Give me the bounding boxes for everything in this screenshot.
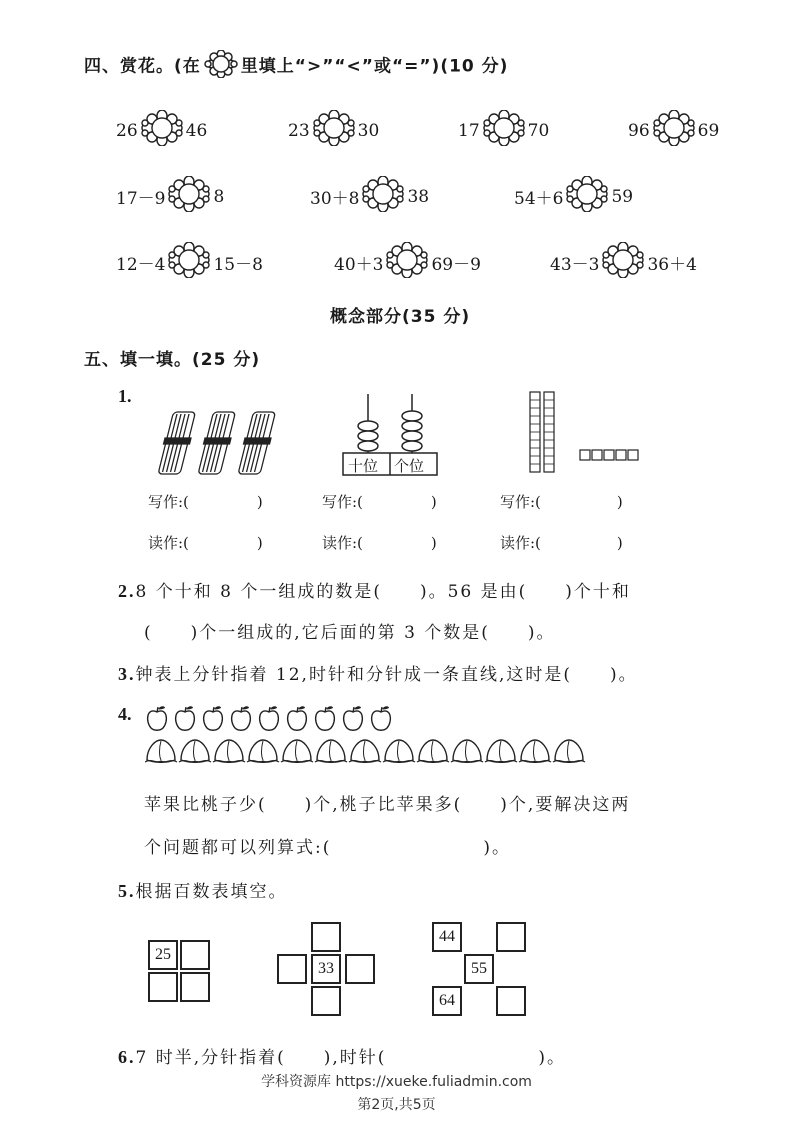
section4-title [84,50,508,83]
q1c-write: 写作:( ) [500,493,623,511]
compare-left: 40＋3 [334,255,384,275]
compare-right: 30 [357,120,380,141]
q1-number: 1. [118,386,132,406]
peach-icon [485,740,517,762]
apple-icon [204,706,223,730]
flower-answer-slot[interactable] [166,242,212,283]
peach-icon [247,740,279,762]
apple-icon [232,706,251,730]
grid-cell-blank [496,922,526,952]
grid-cell-blank [311,922,341,952]
apple-icon [344,706,363,730]
compare-item [334,242,481,283]
flower-answer-slot[interactable] [166,176,212,217]
peach-icon [417,740,449,762]
stick-bundles-image [155,410,285,480]
compare-left: 17－9 [116,189,166,209]
grid-cell-33: 33 [311,954,341,984]
compare-left: 12－4 [116,255,166,275]
q2-line2: ( )个一组成的,它后面的第 3 个数是( )。 [144,623,556,643]
peach-icon [315,740,347,762]
q1b-read: 读作:( ) [322,534,437,552]
grid-cell-25: 25 [148,940,178,970]
flower-answer-slot[interactable] [139,110,185,151]
q2-line1: 2.8 个十和 8 个一组成的数是( )。56 是由( )个十和 [118,581,631,602]
compare-right: 36＋4 [647,255,697,275]
abacus-label-ones: 个位 [394,457,425,475]
grid-cell-blank [277,954,307,984]
compare-right: 8 [213,186,225,207]
q1a-write: 写作:( ) [148,493,263,511]
compare-left: 17 [458,120,480,141]
q4-line2: 个问题都可以列算式:( )。 [144,838,511,858]
compare-item [310,176,429,217]
flower-answer-slot[interactable] [564,176,610,217]
compare-item [514,176,633,217]
tens-rods-and-cubes-image [526,388,646,478]
peach-icon [451,740,483,762]
flower-answer-slot[interactable] [384,242,430,283]
compare-item [116,176,224,217]
peach-icon [553,740,585,762]
grid-cell-64: 64 [432,986,462,1016]
grid-cell-blank [496,986,526,1016]
q1c-read: 读作:( ) [500,534,623,552]
compare-left: 26 [116,120,138,141]
section4-title-prefix: 四、赏花。(在 [84,56,201,77]
compare-right: 70 [527,120,550,141]
q1b-write: 写作:( ) [322,493,437,511]
compare-right: 46 [185,120,208,141]
compare-right: 38 [407,186,430,207]
apples-row-image [145,703,425,733]
q3-line1: 3.钟表上分针指着 12,时针和分针成一条直线,这时是( )。 [118,664,638,685]
compare-right: 69－9 [431,255,481,275]
peach-icon [383,740,415,762]
grid-cell-blank [148,972,178,1002]
section5-title: 五、填一填。(25 分) [84,350,261,370]
q6-line1: 6.7 时半,分针指着( ),时针( )。 [118,1047,567,1068]
apple-icon [316,706,335,730]
compare-right: 69 [697,120,720,141]
q4-line1: 苹果比桃子少( )个,桃子比苹果多( )个,要解决这两 [144,795,631,815]
q4-number: 4. [118,704,132,724]
peach-icon [281,740,313,762]
compare-right: 59 [611,186,634,207]
footer-page: 第2页,共5页 [357,1097,436,1113]
flower-answer-slot[interactable] [600,242,646,283]
footer-site: 学科资源库 https://xueke.fuliadmin.com [261,1074,532,1090]
compare-left: 23 [288,120,310,141]
peach-icon [145,740,177,762]
grid-cell-blank [180,972,210,1002]
compare-left: 43－3 [550,255,600,275]
apple-icon [372,706,391,730]
flower-answer-slot[interactable] [311,110,357,151]
compare-item [550,242,697,283]
apple-icon [260,706,279,730]
grid-cell-44: 44 [432,922,462,952]
concept-heading: 概念部分(35 分) [330,307,471,327]
grid-cell-blank [345,954,375,984]
compare-item [116,110,207,151]
compare-right: 15－8 [213,255,263,275]
compare-left: 96 [628,120,650,141]
q1a-read: 读作:( ) [148,534,263,552]
flower-answer-slot[interactable] [360,176,406,217]
peaches-row-image [145,736,605,766]
flower-answer-slot[interactable] [651,110,697,151]
peach-icon [519,740,551,762]
q5-line1: 5.根据百数表填空。 [118,881,288,902]
peach-icon [213,740,245,762]
grid-cell-55: 55 [464,954,494,984]
compare-item [116,242,263,283]
flower-answer-slot[interactable] [481,110,527,151]
compare-item [288,110,379,151]
section4-title-suffix: 里填上“>”“<”或“=”)(10 分) [240,56,509,77]
flower-icon [201,50,241,83]
compare-left: 30＋8 [310,189,360,209]
grid-cell-blank [180,940,210,970]
compare-left: 54＋6 [514,189,564,209]
apple-icon [288,706,307,730]
abacus-label-tens: 十位 [348,457,379,475]
apple-icon [176,706,195,730]
grid-cell-blank [311,986,341,1016]
peach-icon [179,740,211,762]
compare-item [458,110,549,151]
compare-item [628,110,719,151]
peach-icon [349,740,381,762]
apple-icon [148,706,167,730]
